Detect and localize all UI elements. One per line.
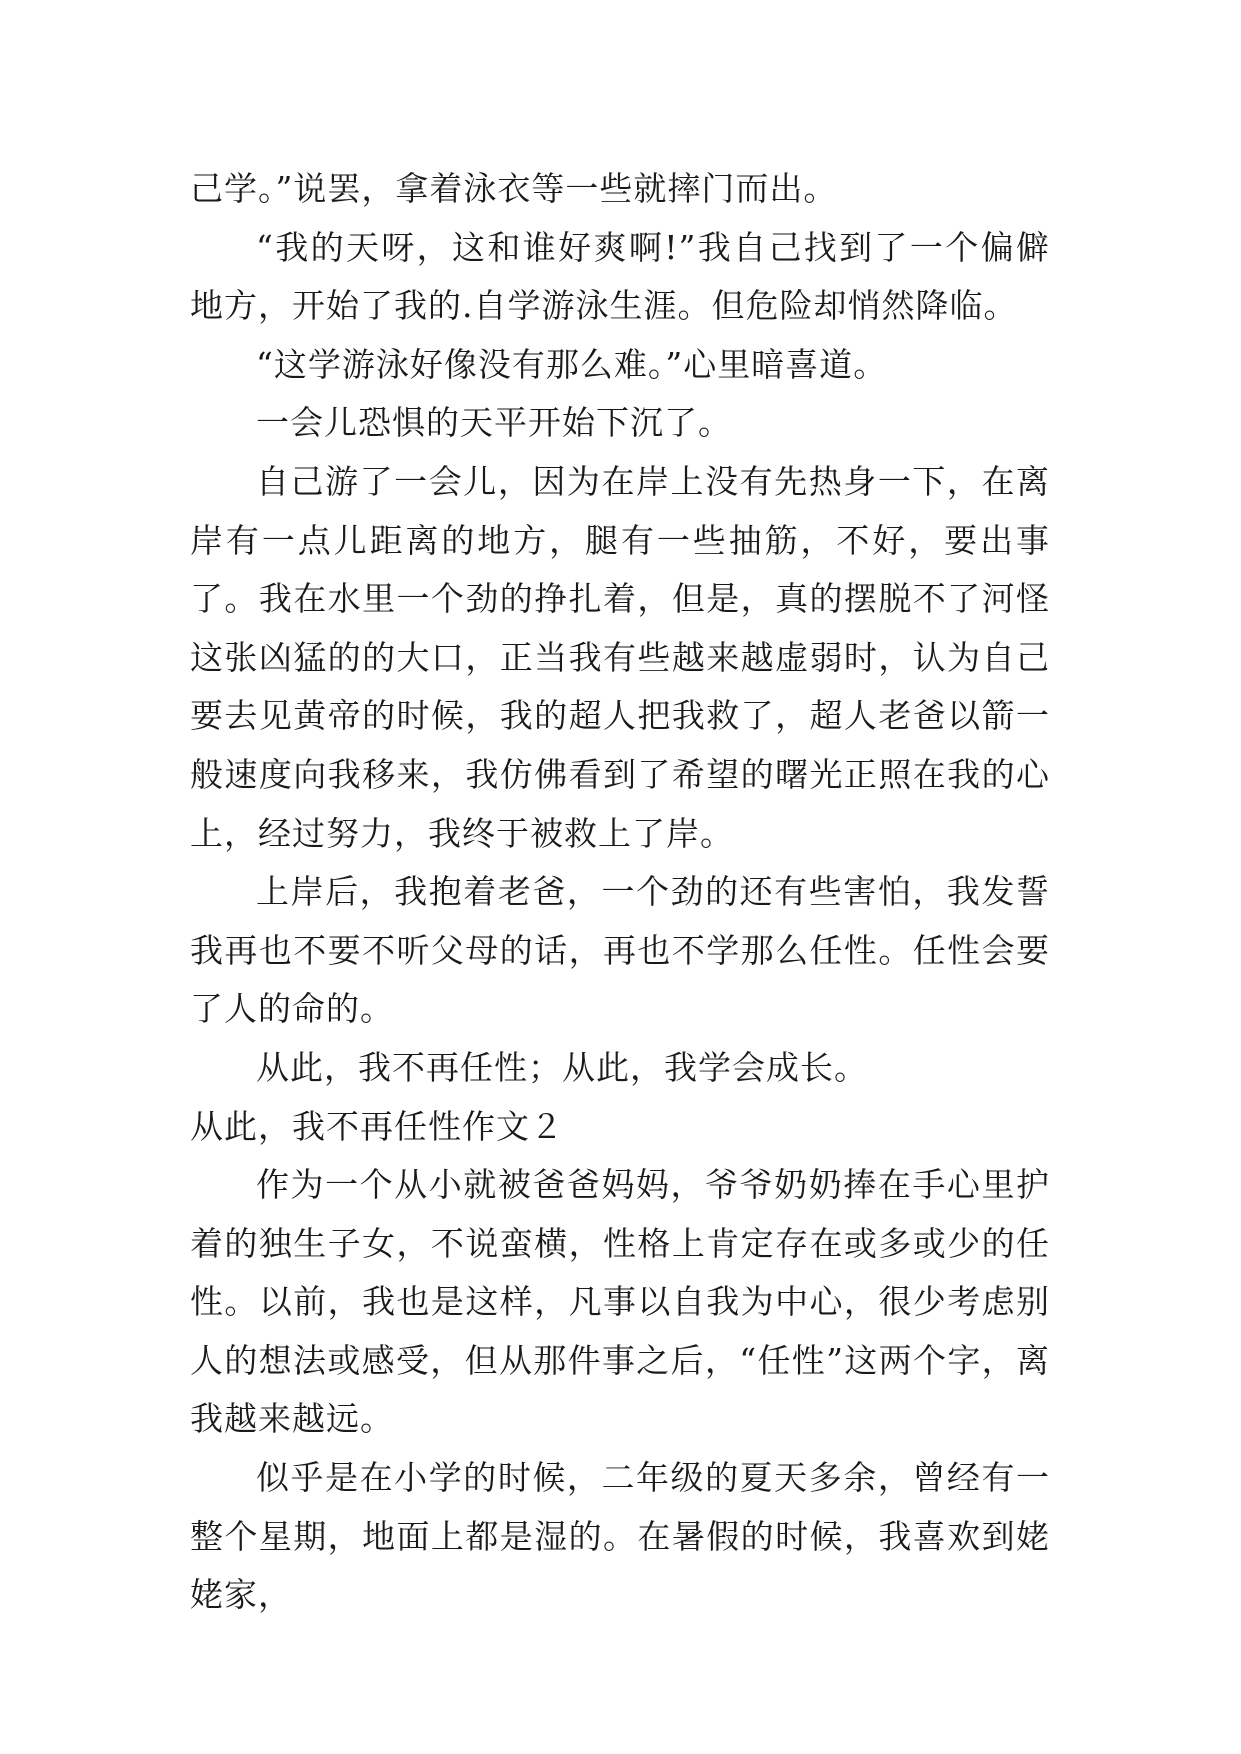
section-heading: 从此，我不再任性作文２ <box>190 1106 564 1146</box>
paragraph: 自己游了一会儿，因为在岸上没有先热身一下，在离岸有一点儿距离的地方，腿有一些抽筋，不好，要出事了。我在水里一个劲的挣扎着，但是，真的摆脱不了河怪这张凶猛的的大口，正当我有些越来越虚弱时，认为自己要去见黄帝的时候，我的超人把我救了，超人老爸以箭一般速度向我移来，我仿佛看到了希望的曙光正照在我的心上，经过努力，我终于被救上了岸。 <box>190 461 1050 853</box>
paragraph: 从此，我不再任性；从此，我学会成长。 <box>256 1047 868 1087</box>
paragraph-continuation: 己学。”说罢，拿着泳衣等一些就摔门而出。 <box>190 169 838 208</box>
document-body <box>190 160 1050 1625</box>
paragraph: 上岸后，我抱着老爸，一个劲的还有些害怕，我发誓我再也不要不听父母的话，再也不学那么任性。任性会要了人的命的。 <box>190 872 1050 1029</box>
paragraph: 似乎是在小学的时候，二年级的夏天多余，曾经有一整个星期，地面上都是湿的。在暑假的时候，我喜欢到姥姥家， <box>190 1458 1050 1615</box>
paragraph: “我的天呀，这和谁好爽啊!”我自己找到了一个偏僻地方，开始了我的.自学游泳生涯。但危险却悄然降临。 <box>190 227 1050 326</box>
paragraph: 作为一个从小就被爸爸妈妈，爷爷奶奶捧在手心里护着的独生子女，不说蛮横，性格上肯定存在或多或少的任性。以前，我也是这样，凡事以自我为中心，很少考虑别人的想法或感受，但从那件事之后，“任性”这两个字，离我越来越远。 <box>190 1165 1050 1439</box>
paragraph: 一会儿恐惧的天平开始下沉了。 <box>256 403 732 443</box>
paragraph: “这学游泳好像没有那么难。”心里暗喜道。 <box>256 344 888 384</box>
